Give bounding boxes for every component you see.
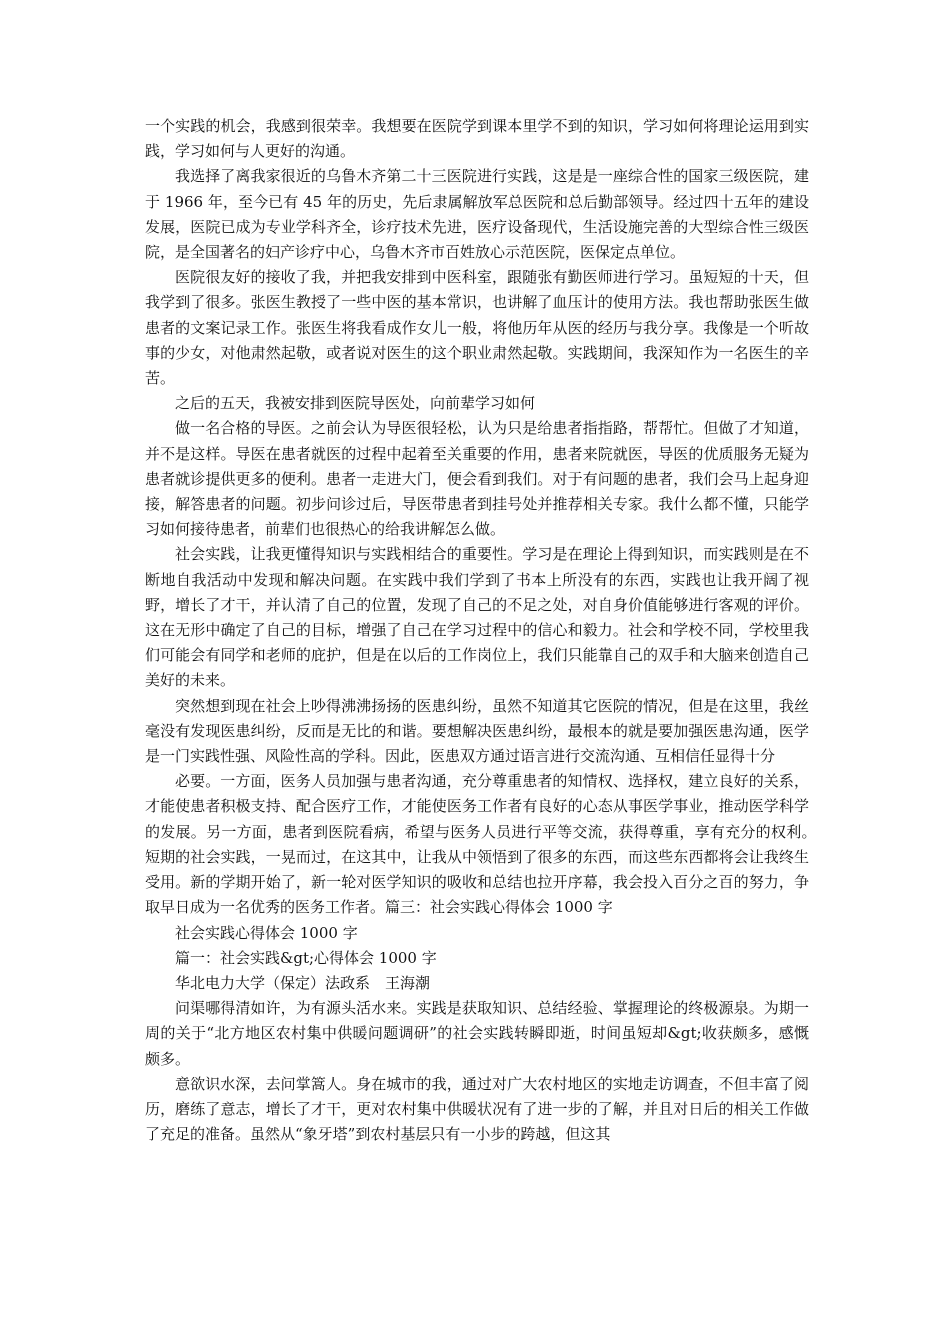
paragraph-8: 必要。一方面，医务人员加强与患者沟通，充分尊重患者的知情权、选择权，建立良好的关系，才能使患者积极支持、配合医疗工作，才能使医务工作者有良好的心态从事医学事业，推动医学科学的发展。另一方面，患者到医院看病，希望与医务人员进行平等交流，获得尊重，享有充分的权利。 短期的社会实践，一晃而过，在这其中，让我从中领悟到了很多的东西，而这些东西都将会让我终生受用。新的学期开始了，新一轮对医学知识的吸收和总结也拉开序幕，我会投入百分之百的努力，争取早日成为一名优秀的医务工作者。篇三：社会实践心得体会 1000 字 <box>145 772 825 917</box>
paragraph-1: 一个实践的机会，我感到很荣幸。我想要在医院学到课本里学不到的知识，学习如何将理论运用到实践，学习如何与人更好的沟通。 <box>145 117 809 161</box>
paragraph-11: 华北电力大学（保定）法政系 王海潮 <box>175 973 431 992</box>
paragraph-5: 做一名合格的导医。之前会认为导医很轻松，认为只是给患者指指路，帮帮忙。但做了才知道，并不是这样。导医在患者就医的过程中起着至关重要的作用，患者来院就医，导医的优质服务无疑为患者就诊提供更多的便利。患者一走进大门，便会看到我们。对于有问题的患者，我们会马上起身迎接，解答患者的问题。初步问诊过后，导医带患者到挂号处并推荐相关专家。我什么都不懂，只能学习如何接待患者，前辈们也很热心的给我讲解怎么做。 <box>145 419 809 539</box>
document-page <box>145 114 825 1147</box>
paragraph-7: 突然想到现在社会上吵得沸沸扬扬的医患纠纷，虽然不知道其它医院的情况，但是在这里，我丝毫没有发现医患纠纷，反而是无比的和谐。要想解决医患纠纷，最根本的就是要加强医患沟通，医学是一门实践性强、风险性高的学科。因此，医患双方通过语言进行交流沟通、互相信任显得十分 <box>145 696 809 766</box>
paragraph-10: 篇一：社会实践&gt;心得体会 1000 字 <box>175 948 437 967</box>
paragraph-2: 我选择了离我家很近的乌鲁木齐第二十三医院进行实践，这是是一座综合性的国家三级医院，建于 1966 年，至今已有 45 年的历史，先后隶属解放军总医院和总后勤部领导。经过四十五年的建设发展，医院已成为专业学科齐全，诊疗技术先进，医疗设备现代，生活设施完善的大型综合性三级医院，是全国著名的妇产诊疗中心，乌鲁木齐市百姓放心示范医院，医保定点单位。 <box>145 167 809 262</box>
paragraph-4: 之后的五天，我被安排到医院导医处，向前辈学习如何 <box>175 394 536 413</box>
paragraph-3: 医院很友好的接收了我，并把我安排到中医科室，跟随张有勤医师进行学习。虽短短的十天，但我学到了很多。张医生教授了一些中医的基本常识，也讲解了血压计的使用方法。我也帮助张医生做患者的文案记录工作。张医生将我看成作女儿一般，将他历年从医的经历与我分享。我像是一个听故事的少女，对他肃然起敬，或者说对医生的这个职业肃然起敬。实践期间，我深知作为一名医生的辛苦。 <box>145 268 809 388</box>
paragraph-6: 社会实践，让我更懂得知识与实践相结合的重要性。学习是在理论上得到知识，而实践则是在不断地自我活动中发现和解决问题。在实践中我们学到了书本上所没有的东西，实践也让我开阔了视野，增长了才干，并认清了自己的位置，发现了自己的不足之处，对自身价值能够进行客观的评价。这在无形中确定了自己的目标，增强了自己在学习过程中的信心和毅力。社会和学校不同，学校里我们可能会有同学和老师的庇护，但是在以后的工作岗位上，我们只能靠自己的双手和大脑来创造自己美好的未来。 <box>145 545 809 690</box>
paragraph-12: 问渠哪得清如许，为有源头活水来。实践是获取知识、总结经验、掌握理论的终极源泉。为期一周的关于“北方地区农村集中供暖问题调研”的社会实践转瞬即逝，时间虽短却&gt;收获颇多，感慨颇多。 <box>145 999 809 1068</box>
paragraph-9: 社会实践心得体会 1000 字 <box>175 923 358 942</box>
paragraph-13: 意欲识水深，去问掌篙人。身在城市的我，通过对广大农村地区的实地走访调查，不但丰富了阅历，磨练了意志，增长了才干，更对农村集中供暖状况有了进一步的了解，并且对日后的相关工作做了充足的准备。虽然从“象牙塔”到农村基层只有一小步的跨越，但这其 <box>145 1074 809 1144</box>
